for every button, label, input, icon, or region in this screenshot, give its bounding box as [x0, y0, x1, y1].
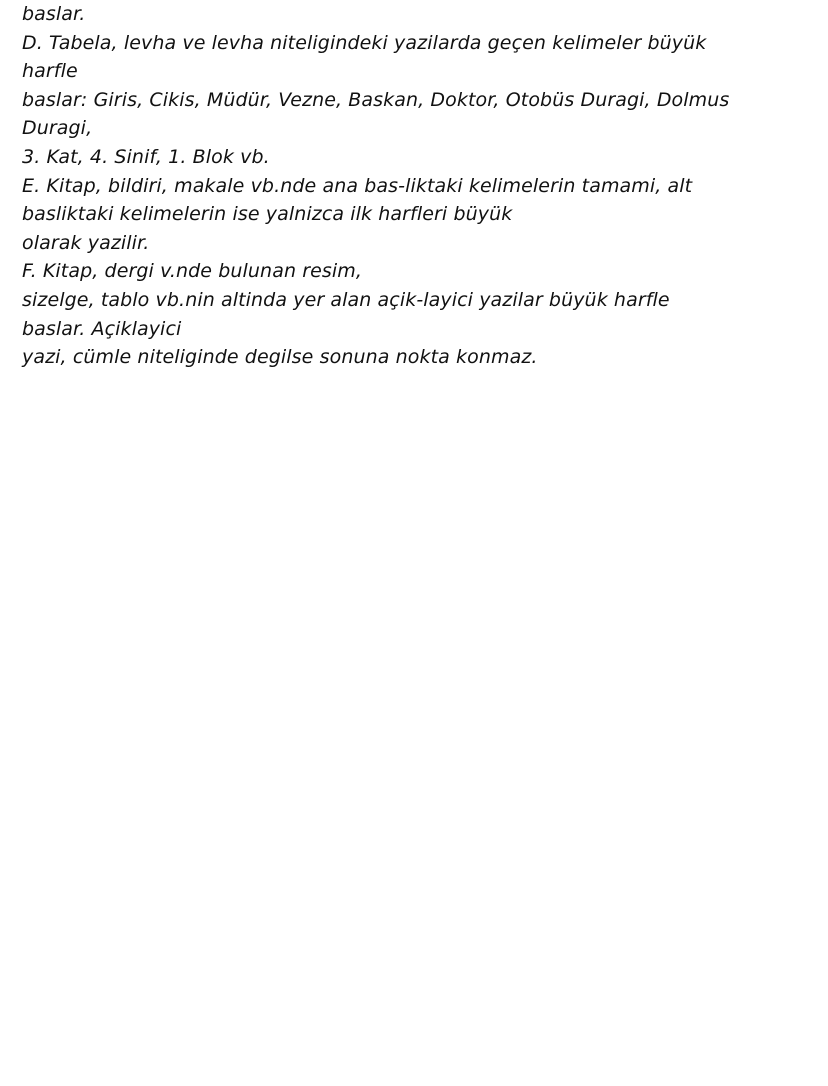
text-line: basliktaki kelimelerin ise yalnizca ilk harfleri büyük — [22, 203, 513, 226]
text-line: baslar. Açiklayici — [22, 317, 182, 340]
text-line: baslar: Giris, Cikis, Müdür, Vezne, Baskan, Doktor, Otobüs Duragi, Dolmus — [22, 88, 730, 111]
text-line: harfle — [22, 60, 78, 83]
text-line-rule-d: D. Tabela, levha ve levha niteligindeki yazilarda geçen kelimeler büyük — [22, 31, 707, 54]
text-line-rule-e: E. Kitap, bildiri, makale vb.nde ana bas-liktaki kelimelerin tamami, alt — [22, 174, 693, 197]
text-line: Duragi, — [22, 117, 93, 140]
text-line-rule-f: F. Kitap, dergi v.nde bulunan resim, — [22, 260, 363, 283]
text-line: 3. Kat, 4. Sinif, 1. Blok vb. — [22, 145, 270, 168]
document-page — [22, 0, 822, 372]
text-line: yazi, cümle niteliginde degilse sonuna nokta konmaz. — [22, 346, 538, 369]
text-line: olarak yazilir. — [22, 231, 150, 254]
text-line: baslar. — [22, 3, 86, 25]
text-line: sizelge, tablo vb.nin altinda yer alan açik-layici yazilar büyük harfle — [22, 288, 670, 311]
